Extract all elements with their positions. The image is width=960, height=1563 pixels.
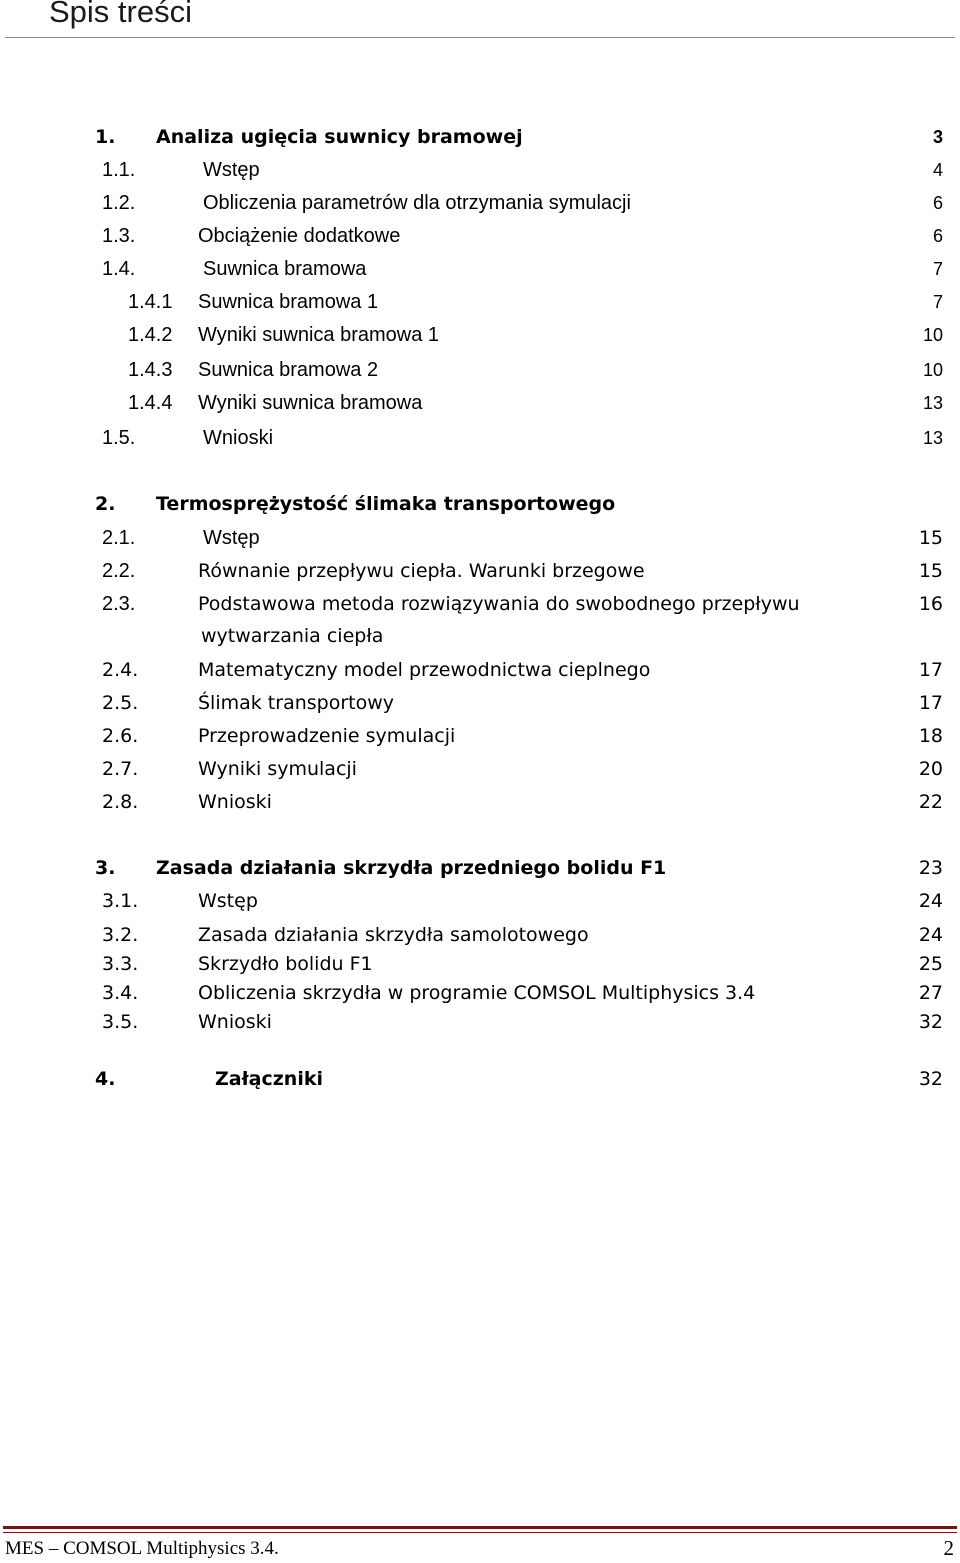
toc-label: Załączniki: [215, 1068, 323, 1090]
toc-label: Termosprężystość ślimaka transportowego: [156, 493, 616, 515]
toc-entry-2-3[interactable]: [0, 589, 960, 619]
toc-entry-3-3[interactable]: [0, 949, 960, 979]
toc-entry-1-4[interactable]: [0, 254, 960, 284]
toc-entry-1-3[interactable]: [0, 221, 960, 251]
toc-entry-1-4-3[interactable]: [0, 355, 960, 385]
toc-label: Analiza ugięcia suwnicy bramowej: [156, 126, 523, 148]
toc-entry-3-1[interactable]: [0, 886, 960, 916]
toc-label: Suwnica bramowa 1: [198, 291, 379, 313]
toc-number: 1.3.: [102, 225, 136, 247]
toc-page: 15: [918, 527, 943, 549]
toc-label: Obliczenia skrzydła w programie COMSOL Multiphysics 3.4: [198, 982, 756, 1004]
toc-label: Równanie przepływu ciepła. Warunki brzegowe: [198, 560, 645, 582]
toc-page: 24: [918, 890, 943, 912]
toc-entry-3-5[interactable]: [0, 1007, 960, 1037]
toc-page: 32: [918, 1011, 943, 1033]
title-underline: [5, 37, 955, 38]
toc-number: 2.4.: [102, 659, 139, 681]
toc-page: 22: [918, 791, 943, 813]
toc-number: 3.4.: [102, 982, 139, 1004]
toc-entry-2-7[interactable]: [0, 754, 960, 784]
toc-entry-2-2[interactable]: [0, 556, 960, 586]
toc-number: 2.8.: [102, 791, 139, 813]
toc-label: Wstęp: [203, 527, 260, 549]
toc-label: Skrzydło bolidu F1: [198, 953, 373, 975]
toc-number: 2.6.: [102, 725, 139, 747]
toc-entry-1-5[interactable]: [0, 423, 960, 453]
toc-entry-2-8[interactable]: [0, 787, 960, 817]
toc-number: 3.1.: [102, 890, 139, 912]
toc-label: Wyniki suwnica bramowa 1: [198, 324, 440, 346]
toc-page: 7: [932, 259, 943, 279]
toc-number: 1.5.: [102, 427, 136, 449]
toc-entry-2-1[interactable]: [0, 523, 960, 553]
toc-entry-2-5[interactable]: [0, 688, 960, 718]
toc-number: 2.: [95, 493, 116, 515]
toc-page: 6: [932, 193, 943, 213]
toc-number: 1.4.2: [128, 324, 173, 346]
toc-page: 20: [918, 758, 943, 780]
toc-number: 3.5.: [102, 1011, 139, 1033]
toc-number: 3.: [95, 857, 116, 879]
toc-label: Wyniki symulacji: [198, 758, 357, 780]
toc-entry-3-2[interactable]: [0, 920, 960, 950]
toc-number: 2.1.: [102, 527, 136, 549]
toc-page: 6: [932, 226, 943, 246]
toc-page: 4: [932, 160, 943, 180]
toc-page: 3: [932, 127, 943, 147]
toc-entry-1-4-1[interactable]: [0, 287, 960, 317]
toc-entry-2-4[interactable]: [0, 655, 960, 685]
toc-page: 10: [922, 360, 943, 380]
toc-label: Obciążenie dodatkowe: [198, 225, 401, 247]
toc-number: 2.3.: [102, 593, 136, 615]
toc-page: 18: [918, 725, 943, 747]
toc-label: Obliczenia parametrów dla otrzymania symulacji: [203, 192, 631, 214]
toc-entry-2[interactable]: [0, 489, 960, 519]
toc-number: 1.4.3: [128, 359, 173, 381]
toc-label: Wnioski: [203, 427, 274, 449]
toc-label: Podstawowa metoda rozwiązywania do swobodnego przepływu: [198, 593, 800, 615]
toc-page: 25: [918, 953, 943, 975]
toc-entry-1-2[interactable]: [0, 188, 960, 218]
footer-title: MES – COMSOL Multiphysics 3.4.: [5, 1538, 279, 1559]
toc-label: Wnioski: [198, 791, 272, 813]
toc-page: 10: [922, 325, 943, 345]
toc-page: 27: [918, 982, 943, 1004]
toc-label: Suwnica bramowa 2: [198, 359, 379, 381]
page-number: 2: [943, 1536, 954, 1560]
toc-number: 4.: [95, 1068, 116, 1090]
toc-entry-1-1[interactable]: [0, 155, 960, 185]
footer-rule-thin: [3, 1532, 957, 1533]
toc-entry-1-4-4[interactable]: [0, 388, 960, 418]
toc-label: Ślimak transportowy: [198, 692, 395, 714]
toc-page: 13: [922, 393, 943, 413]
toc-number: 1.4.: [102, 258, 136, 280]
toc-page: 24: [918, 924, 943, 946]
toc-label: Zasada działania skrzydła samolotowego: [198, 924, 589, 946]
toc-page: 15: [918, 560, 943, 582]
page-title: Spis treści: [49, 0, 192, 29]
toc-label: Matematyczny model przewodnictwa cieplnego: [198, 659, 651, 681]
toc-number: 2.2.: [102, 560, 136, 582]
toc-page: 32: [918, 1068, 943, 1090]
toc-entry-3-4[interactable]: [0, 978, 960, 1008]
toc-number: 3.3.: [102, 953, 139, 975]
toc-entry-1-4-2[interactable]: [0, 320, 960, 350]
toc-page: 16: [918, 593, 943, 615]
toc-number: 1.: [95, 126, 116, 148]
toc-number: 1.1.: [102, 159, 136, 181]
toc-page: 13: [922, 428, 943, 448]
toc-number: 1.4.1: [128, 291, 173, 313]
footer-rule: [3, 1526, 957, 1529]
toc-label: Zasada działania skrzydła przedniego bolidu F1: [156, 857, 667, 879]
toc-label: Wyniki suwnica bramowa: [198, 392, 423, 414]
toc-entry-4[interactable]: [0, 1064, 960, 1094]
toc-entry-1[interactable]: [0, 122, 960, 152]
toc-page: 23: [918, 857, 943, 879]
toc-label: Suwnica bramowa: [203, 258, 367, 280]
toc-label: Wstęp: [198, 890, 258, 912]
toc-label-continuation: wytwarzania ciepła: [201, 625, 384, 647]
toc-page: 17: [918, 659, 943, 681]
toc-label: Wnioski: [198, 1011, 272, 1033]
toc-entry-2-6[interactable]: [0, 721, 960, 751]
toc-label: Wstęp: [203, 159, 260, 181]
toc-page: 7: [932, 292, 943, 312]
toc-page: 17: [918, 692, 943, 714]
toc-number: 2.5.: [102, 692, 139, 714]
toc-entry-3[interactable]: [0, 853, 960, 883]
toc-label: Przeprowadzenie symulacji: [198, 725, 456, 747]
toc-number: 2.7.: [102, 758, 139, 780]
toc-number: 1.2.: [102, 192, 136, 214]
toc-number: 1.4.4: [128, 392, 173, 414]
toc-number: 3.2.: [102, 924, 139, 946]
